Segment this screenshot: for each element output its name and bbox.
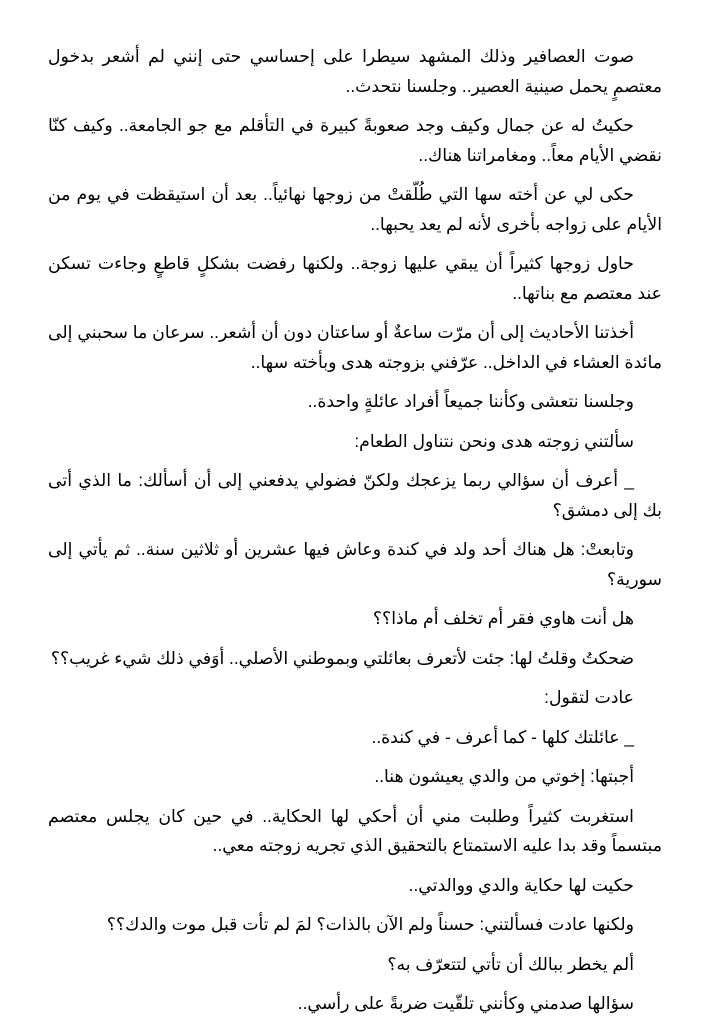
paragraph-15: استغربت كثيراً وطلبت مني أن أحكي لها الحكاية.. في حين كان يجلس معتصم مبتسماً وقد بدا عليه الاستمتاع بالتحقيق الذي تجريه زوجته معي.. <box>48 805 662 855</box>
paragraph-3: حكى لي عن أخته سها التي طُلّقتْ من زوجها نهائياً.. بعد أن استيقظت في يوم من الأيام على زواجه بأخرى لأنه لم يعد يحبها.. <box>48 184 662 234</box>
paragraph-13: _ عائلتك كلها - كما أعرف - في كندة.. <box>371 726 634 747</box>
paragraph-12: عادت لتقول: <box>544 687 634 707</box>
paragraph-2: حكيتُ له عن جمال وكيف وجد صعوبةً كبيرة في التأقلم مع جو الجامعة.. وكيف كنّا نقضي الأيام معاً.. ومغامراتنا هناك.. <box>48 115 662 165</box>
paragraph-18: ألم يخطر ببالك أن تأتي لتتعرّف به؟ <box>387 953 634 974</box>
paragraph-4: حاول زوجها كثيراً أن يبقي عليها زوجة.. ولكنها رفضت بشكلٍ قاطعٍ وجاءت تسكن عند معتصم مع بناتها.. <box>48 253 662 303</box>
paragraph-5: أخذتنا الأحاديث إلى أن مرّت ساعةٌ أو ساعتان دون أن أشعر.. سرعان ما سحبني إلى مائدة العشاء في الداخل.. عرّفني بزوجته هدى وبأخته سها.. <box>48 322 662 372</box>
paragraph-7: سألتني زوجته هدى ونحن نتناول الطعام: <box>354 430 634 451</box>
paragraph-9: وتابعتْ: هل هناك أحد ولد في كندة وعاش فيها عشرين أو ثلاثين سنة.. ثم يأتي إلى سورية؟ <box>48 539 662 589</box>
paragraph-10: هل أنت هاوي فقر أم تخلف أم ماذا؟؟ <box>372 608 634 628</box>
paragraph-19: سؤالها صدمني وكأنني تلقّيت ضربةً على رأسي.. <box>297 993 634 1013</box>
paragraph-16: حكيت لها حكاية والدي ووالدتي.. <box>408 874 634 895</box>
paragraph-11: ضحكتُ وقلتُ لها: جئت لأتعرف بعائلتي وبموطني الأصلي.. أوَفي ذلك شيء غريب؟؟ <box>50 647 634 668</box>
paragraph-8: _ أعرف أن سؤالي ربما يزعجك ولكنّ فضولي يدفعني إلى أن أسألك: ما الذي أتى بك إلى دمشق؟ <box>48 470 662 520</box>
paragraph-17: ولكنها عادت فسألتني: حسناً ولم الآن بالذات؟ لمَ لم تأت قبل موت والدك؟؟ <box>106 914 634 934</box>
paragraph-6: وجلسنا نتعشى وكأننا جميعاً أفراد عائلةٍ واحدة.. <box>307 391 634 411</box>
paragraph-1: صوت العصافير وذلك المشهد سيطرا على إحساسي حتى إنني لم أشعر بدخول معتصمٍ يحمل صينية العصير.. وجلسنا نتحدث.. <box>48 46 662 96</box>
paragraph-14: أجبتها: إخوتي من والدي يعيشون هنا.. <box>374 766 634 786</box>
